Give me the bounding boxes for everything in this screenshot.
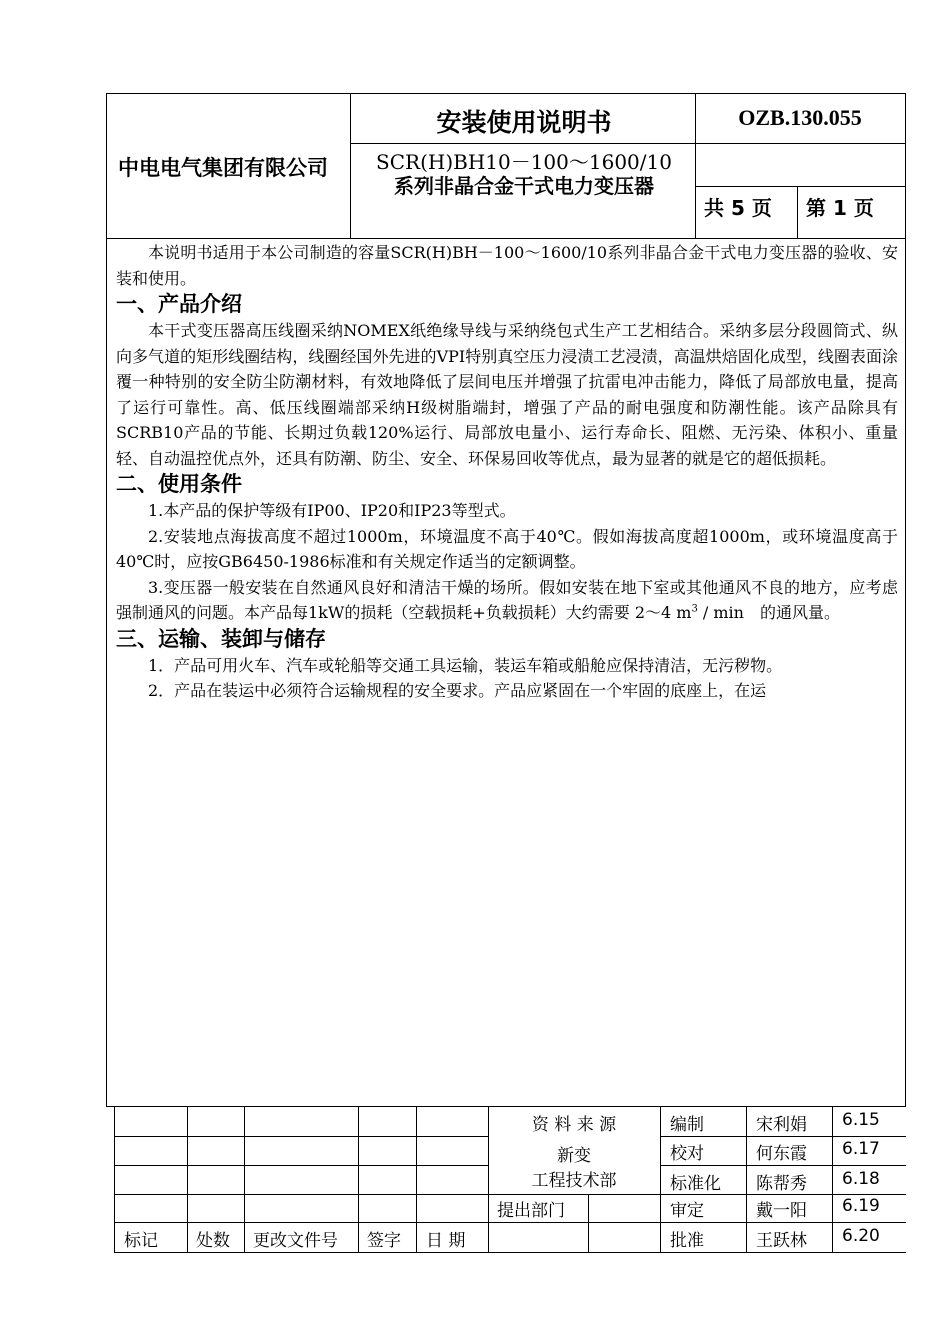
footer-row-2 <box>114 1165 488 1166</box>
approval-role-3: 标准化 <box>670 1174 721 1194</box>
footer-row-approval-2 <box>660 1165 906 1166</box>
section-2-item-2: 2.安装地点海拔高度不超过1000m，环境温度不高于40℃。假如海拔高度超1000m，或环境温度高于40℃时，应按GB6450-1986标准和有关规定作适当的定额调整。 <box>116 526 898 571</box>
section-1-paragraph: 本干式变压器高压线圈采纳NOMEX纸绝缘导线与采纳绕包式生产工艺相结合。采纳多层分段圆筒式、纵向多气道的矩形线圈结构，线圈经国外先进的VPI特别真空压力浸渍工艺浸渍，高温烘焙固化成型，线圈表面涂覆一种特别的安全防尘防潮材料，有效地降低了层间电压并增强了抗雷电冲击能力，降低了局部放电量，提高了运行可靠性。高、低压线圈端部采纳H级树脂端封，增强了产品的耐电强度和防潮性能。该产品除具有SCRB10产品的节能、长期过负载120%运行、局部放电量小、运行寿命长、阻燃、无污染、体积小、重量轻、自动温控优点外，还具有防潮、防尘、安全、环保易回收等优点，最为显著的就是它的超低损耗。 <box>116 321 898 468</box>
col-label-date: 日 期 <box>426 1231 466 1251</box>
document-body <box>116 240 898 704</box>
footer-bottom-rule <box>114 1252 906 1253</box>
approval-name-1: 宋利娟 <box>756 1115 807 1135</box>
intro-paragraph: 本说明书适用于本公司制造的容量SCR(H)BH－100～1600/10系列非晶合金干式电力变压器的验收、安装和使用。 <box>116 243 898 288</box>
document-code: OZB.130.055 <box>738 105 862 130</box>
footer-col-4 <box>416 1107 417 1252</box>
footer-col-6 <box>588 1194 589 1252</box>
footer-row-approval-3 <box>660 1194 906 1195</box>
col-label-signature: 签字 <box>367 1231 401 1251</box>
footer-row-submit <box>488 1222 660 1223</box>
approval-role-4: 审定 <box>670 1201 704 1221</box>
approval-name-2: 何东霞 <box>756 1144 807 1164</box>
approval-date-2: 6.17 <box>842 1139 880 1159</box>
source-label: 资 料 来 源 <box>531 1115 617 1135</box>
product-series: 系列非晶合金干式电力变压器 <box>394 174 654 198</box>
document-title: 安装使用说明书 <box>436 108 612 137</box>
footer-row-4 <box>114 1222 488 1223</box>
footer-row-approval-1 <box>660 1136 906 1137</box>
header-page-rule <box>695 186 906 187</box>
company-name: 中电电气集团有限公司 <box>118 156 328 180</box>
footer-left-edge <box>114 1107 115 1252</box>
dept-line-2: 工程技术部 <box>531 1171 617 1191</box>
section-1-heading: 一、产品介绍 <box>116 292 242 316</box>
footer-col-9 <box>832 1107 833 1252</box>
col-label-count: 处数 <box>196 1231 230 1251</box>
approval-date-3: 6.18 <box>842 1169 880 1189</box>
total-pages: 共 5 页 <box>704 196 772 220</box>
footer-row-1 <box>114 1136 488 1137</box>
header-page-divider <box>797 186 798 238</box>
header-mid-rule <box>350 143 906 144</box>
footer-col-1 <box>187 1107 188 1252</box>
approval-date-1: 6.15 <box>842 1110 880 1130</box>
footer-row-3 <box>114 1194 488 1195</box>
approval-name-4: 戴一阳 <box>756 1201 807 1221</box>
approval-date-5: 6.20 <box>842 1226 880 1246</box>
approval-date-4: 6.19 <box>842 1196 880 1216</box>
footer-row-approval-4 <box>660 1222 906 1223</box>
approval-name-5: 王跃林 <box>756 1231 807 1251</box>
section-3-heading: 三、运输、装卸与储存 <box>116 626 326 651</box>
section-2-item-3 <box>116 575 898 626</box>
header-bottom-rule <box>106 238 906 239</box>
approval-role-2: 校对 <box>670 1144 704 1164</box>
header-divider-1 <box>350 93 351 238</box>
dept-line-1: 新变 <box>557 1146 591 1166</box>
section-3-item-2: 2．产品在装运中必须符合运输规程的安全要求。产品应紧固在一个牢固的底座上，在运 <box>148 681 767 700</box>
footer-col-3 <box>358 1107 359 1252</box>
approval-role-1: 编制 <box>670 1115 704 1135</box>
item-3-text-b: / min 的通风量。 <box>697 603 840 622</box>
footer-col-2 <box>244 1107 245 1252</box>
superscript-3: 3 <box>691 603 698 615</box>
submit-label: 提出部门 <box>497 1201 565 1221</box>
section-2-heading: 二、使用条件 <box>116 472 242 496</box>
footer-row-source <box>488 1194 660 1195</box>
footer-col-8 <box>746 1107 747 1252</box>
approval-role-5: 批准 <box>670 1231 704 1251</box>
col-label-mark: 标记 <box>124 1231 158 1251</box>
approval-name-3: 陈帮秀 <box>756 1174 807 1194</box>
product-model: SCR(H)BH10－100～1600/10 <box>376 150 672 174</box>
item-3-text-a: 3.变压器一般安装在自然通风良好和清洁干燥的场所。假如安装在地下室或其他通风不良的地方，应考虑强制通风的问题。本产品每1kW的损耗（空载损耗+负载损耗）大约需要 2～4 m <box>116 577 898 622</box>
footer-col-7 <box>660 1107 661 1252</box>
section-2-item-1: 1.本产品的保护等级有IP00、IP20和IP23等型式。 <box>148 501 516 520</box>
page-number: 第 1 页 <box>806 196 874 220</box>
col-label-change-doc: 更改文件号 <box>253 1231 338 1251</box>
section-3-item-1: 1．产品可用火车、汽车或轮船等交通工具运输，装运车箱或船舱应保持清洁，无污秽物。 <box>148 655 783 675</box>
